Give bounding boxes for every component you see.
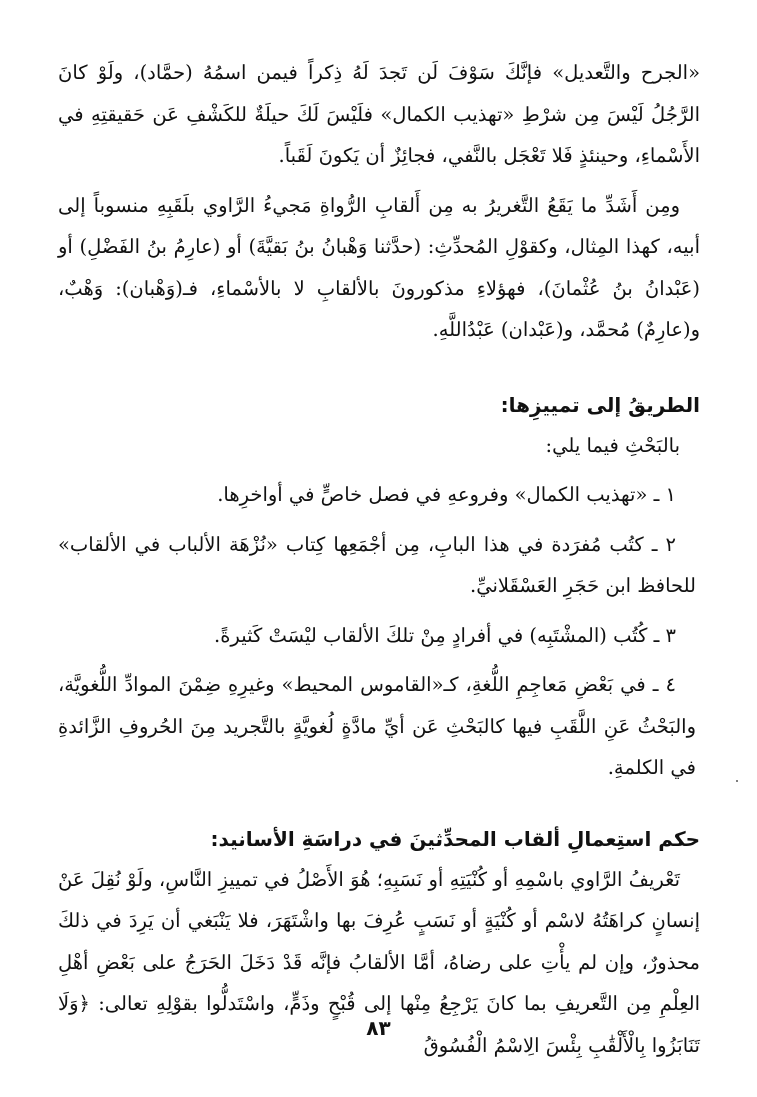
page-number: ٨٣ — [366, 1016, 391, 1040]
list-item-3: ٣ ـ كُتُب (المشْتَبِه) في أفرادٍ مِنْ تلكَ الألقاب ليْسَتْ كَثيرةً. — [214, 623, 676, 647]
heading-ruling-on-laqab: حكم استِعمالِ ألقاب المحدِّثينَ في دراسَةِ الأسانيد: — [210, 826, 700, 851]
paragraph-definition-narrator: تَعْريفُ الرَّاوي باسْمِهِ أو كُنْيَتِهِ أو نَسَبِهِ؛ هُوَ الأَصْلُ في تمييزِ النَّاسِ، ولَوْ نُقِلَ عَنْ إنسانٍ كراهَتُهُ لاسْم أو كُنْيَةٍ أو نَسَبٍ عُرِفَ بها واشْتَهَرَ، فلا يَنْبَغي أن يَرِدَ في ذلكَ محذورٌ، وإن لم يأْتِ على رضاهُ، أمَّا الألقابُ فإنَّه قَدْ دَخَلَ الحَرَجُ على بَعْضِ أهْلِ العِلْمِ مِن التَّعريفِ بما كانَ يَرْجِعُ مِنْها إلى قُبْحٍ وذَمٍّ، واسْتَدلُّوا بقوْلِهِ تعالى: ﴿وَلَا تَنَابَزُوا بِالْأَلْقَٰبِ بِئْسَ الِاسْمُ الْفُسُوقُ — [58, 867, 701, 1057]
paragraph-search-intro: بالبَحْثِ فيما يلي: — [545, 433, 680, 457]
list-item-2: ٢ ـ كتُب مُفرَدة في هذا البابِ، مِن أجْمَعِها كِتاب «نُزْهَة الألباب في الألقاب» للحافظ ابن حَجَرِ العَسْقَلانيِّ. — [58, 532, 696, 597]
list-item-4: ٤ ـ في بَعْضِ مَعاجِمِ اللُّغةِ، كـ«القاموس المحيط» وغيرِهِ ضِمْنَ الموادِّ اللُّغويَّة، والبَحْثُ عَنِ اللَّقَبِ فيها كالبَحْثِ عَن أيِّ مادَّةٍ لُغويَّةٍ بالتَّجريد مِنَ الحُروفِ الزَّائدةِ في الكلمةِ. — [58, 673, 696, 779]
paragraph-jarh-tadil: «الجرح والتَّعديل» فإنَّكَ سَوْفَ لَن تَجدَ لَهُ ذِكراً فيمن اسمُهُ (حمَّاد)، ولَوْ كانَ الرَّجُلُ لَيْسَ مِن شرْطِ «تهذيب الكمال» فلَيْسَ لَكَ حيلَةٌ للكَشْفِ عَن حَقيقتِهِ في الأَسْماءِ، وحينئذٍ فَلا تَعْجَل بالنَّفي، فجائِزٌ أن يَكونَ لَقَباً. — [58, 61, 700, 167]
margin-dot — [736, 780, 738, 782]
paragraph-laqab-father: ومِن أَشَدِّ ما يَقَعُ التَّغريرُ به مِن أَلقابِ الرُّواةِ مَجيءُ الرَّاوي بلَقَبِهِ منسوباً إلى أبيه، كهذا المِثال، وكقوْلِ المُحدِّثِ: (حدَّثنا وَهْبانُ بنُ بَقيَّةَ) أو (عارِمُ بنُ الفَضْلِ) أو (عَبْدانُ بنُ عُثْمانَ)، فهؤلاءِ مذكورونَ بالألقابِ لا بالأسْماءِ، فـ(وَهْبان): وَهْبٌ، و(عارِمٌ) مُحمَّد، و(عَبْدان) عَبْدُاللَّهِ. — [58, 193, 700, 341]
heading-method-of-distinguishing: الطريقُ إلى تمييزِها: — [500, 392, 700, 417]
document-page — [58, 52, 700, 1066]
list-item-1: ١ ـ «تهذيب الكمال» وفروعهِ في فصل خاصٍّ في أواخرِها. — [217, 483, 676, 506]
